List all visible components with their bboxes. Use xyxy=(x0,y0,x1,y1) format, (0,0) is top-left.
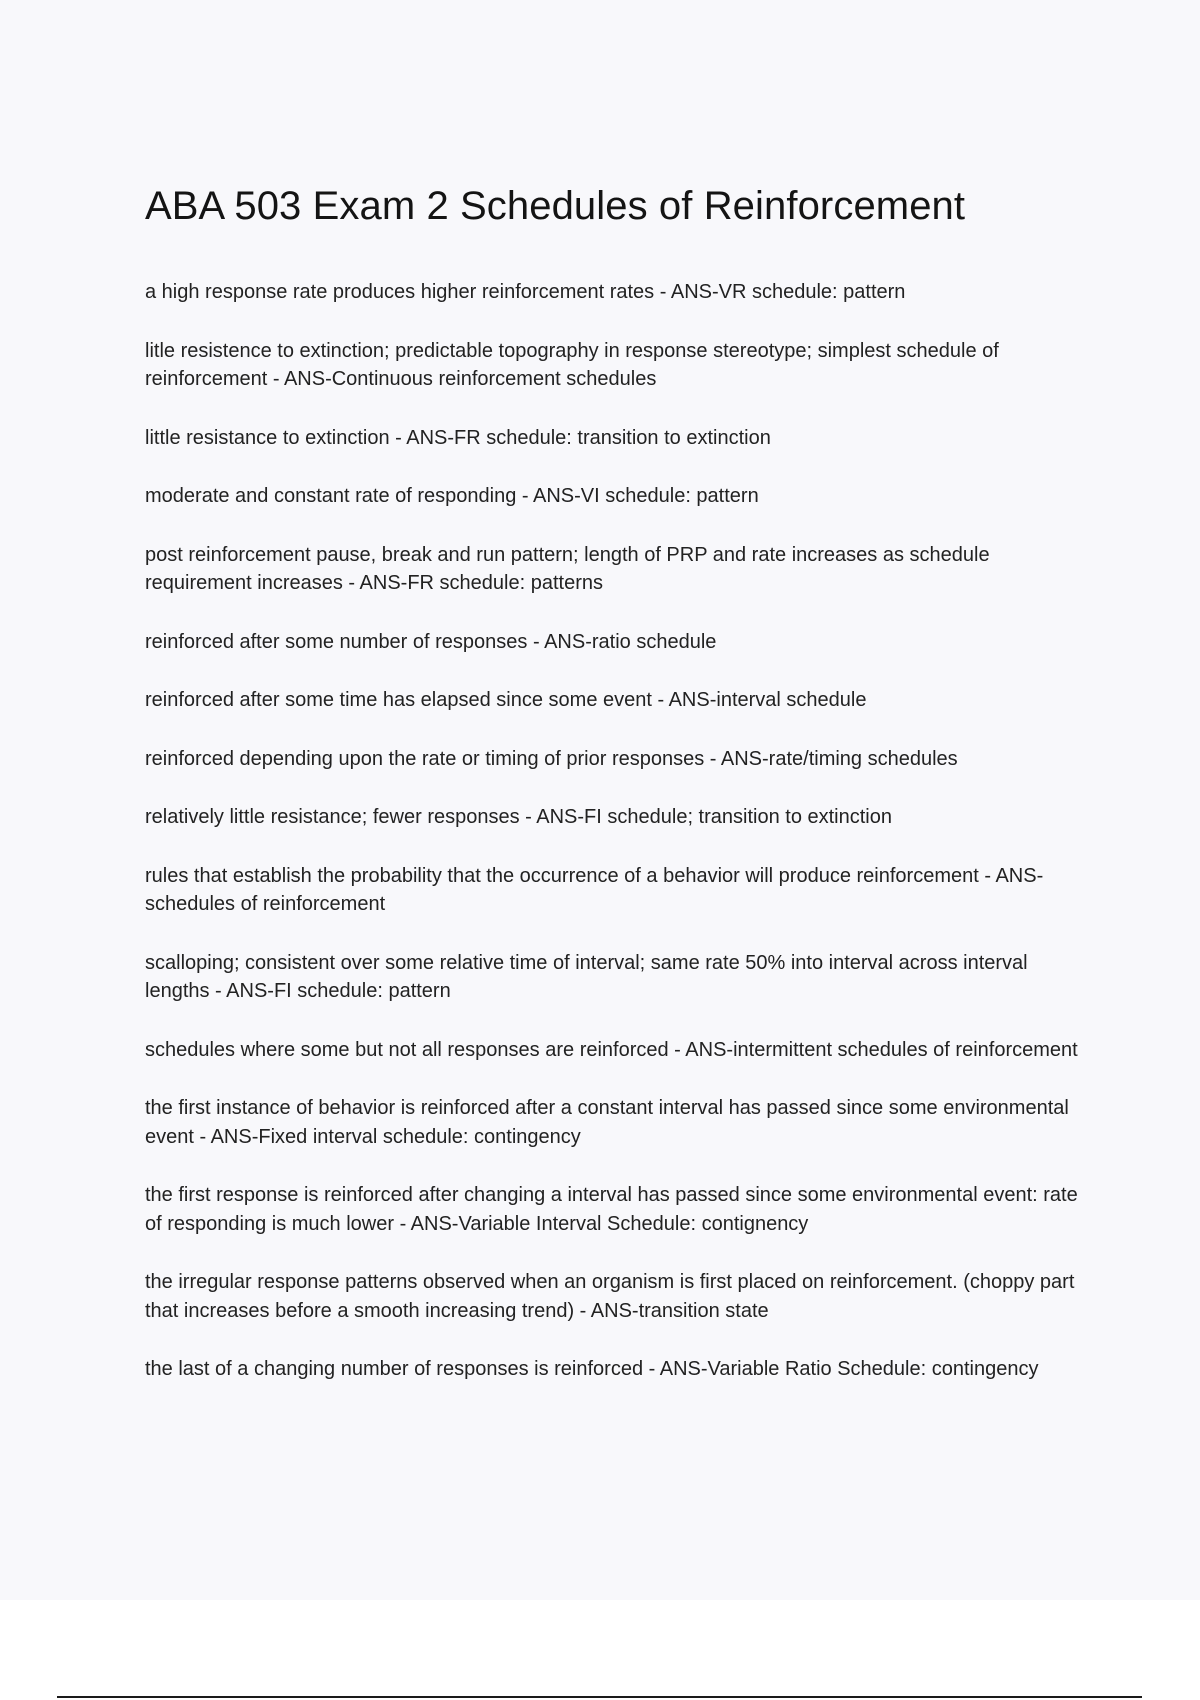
qa-item: the last of a changing number of responses is reinforced - ANS-Variable Ratio Schedule: contingency xyxy=(145,1358,1039,1380)
qa-item: reinforced depending upon the rate or timing of prior responses - ANS-rate/timing schedules xyxy=(145,747,958,770)
qa-item: schedules where some but not all responses are reinforced - ANS-intermittent schedules of reinforcement xyxy=(145,1038,1078,1061)
qa-item: little resistance to extinction - ANS-FR schedule: transition to extinction xyxy=(145,426,771,449)
qa-item: reinforced after some number of responses - ANS-ratio schedule xyxy=(145,630,717,653)
qa-item: moderate and constant rate of responding - ANS-VI schedule: pattern xyxy=(145,485,759,507)
qa-item: a high response rate produces higher reinforcement rates - ANS-VR schedule: pattern xyxy=(145,281,906,303)
footer-divider xyxy=(57,1696,1142,1698)
qa-item: litle resistence to extinction; predictable topography in response stereotype; simplest schedule of reinforcement - ANS-Continuous reinforcement schedules xyxy=(145,339,999,390)
qa-item: relatively little resistance; fewer responses - ANS-FI schedule; transition to extinction xyxy=(145,806,892,828)
qa-item: rules that establish the probability that the occurrence of a behavior will produce reinforcement - ANS-schedules of reinforcement xyxy=(145,864,1044,915)
qa-item: the irregular response patterns observed when an organism is first placed on reinforcement. (choppy part that increases before a smooth increasing trend) - ANS-transition state xyxy=(145,1271,1075,1322)
qa-item: the first instance of behavior is reinforced after a constant interval has passed since some environmental event - ANS-Fixed interval schedule: contingency xyxy=(145,1097,1069,1148)
document-title: ABA 503 Exam 2 Schedules of Reinforcement xyxy=(145,184,966,228)
qa-item: post reinforcement pause, break and run pattern; length of PRP and rate increases as schedule requirement increases - ANS-FR schedule: patterns xyxy=(145,543,990,594)
qa-item: the first response is reinforced after changing a interval has passed since some environmental event: rate of responding is much lower - ANS-Variable Interval Schedule: contignency xyxy=(145,1184,1078,1235)
qa-item: reinforced after some time has elapsed since some event - ANS-interval schedule xyxy=(145,689,867,711)
qa-list xyxy=(145,278,1095,1414)
qa-item: scalloping; consistent over some relative time of interval; same rate 50% into interval across interval lengths - ANS-FI schedule: pattern xyxy=(145,951,1028,1002)
